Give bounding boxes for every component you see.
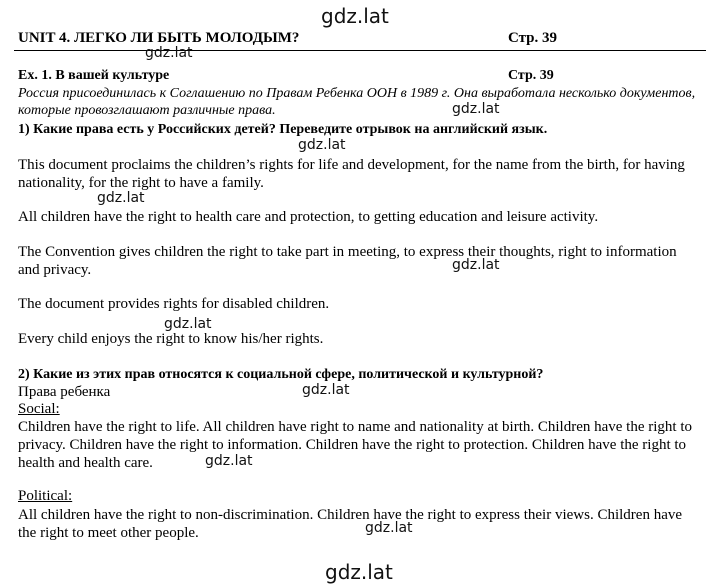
social-label: Social: xyxy=(18,401,60,417)
q1-paragraph-5: Every child enjoys the right to know his/her rights. xyxy=(18,331,324,347)
header-page-number: Стр. 39 xyxy=(508,30,558,46)
exercise-intro: Россия присоединилась к Соглашению по Правам Ребенка ООН в 1989 г. Она выработала несколько документов, которые провозглашают различные права. xyxy=(18,86,696,118)
unit-title: UNIT 4. ЛЕГКО ЛИ БЫТЬ МОЛОДЫМ? xyxy=(18,30,300,46)
watermark: gdz.lat xyxy=(145,45,193,61)
watermark: gdz.lat xyxy=(164,316,212,332)
question-1: 1) Какие права есть у Российских детей? Переведите отрывок на английский язык. xyxy=(18,122,548,137)
q1-paragraph-3: The Convention gives children the right to take part in meeting, to express their thoughts, right to information and privacy. xyxy=(18,244,677,278)
q1-paragraph-1: This document proclaims the children’s rights for life and development, for the name from the birth, for having nationality, for the right to have a family. xyxy=(18,157,685,191)
exercise-title: Ex. 1. В вашей культуре xyxy=(18,68,170,83)
q1-paragraph-4: The document provides rights for disabled children. xyxy=(18,296,330,312)
watermark: gdz.lat xyxy=(302,382,350,398)
watermark-bottom: gdz.lat xyxy=(325,560,393,584)
header-rule xyxy=(14,50,706,51)
exercise-page-number: Стр. 39 xyxy=(508,68,554,83)
q2-subtitle: Права ребенка xyxy=(18,384,111,400)
watermark: gdz.lat xyxy=(97,190,145,206)
political-text: All children have the right to non-discrimination. Children have the right to express their views. Children have the right to meet other people. xyxy=(18,507,683,541)
watermark: gdz.lat xyxy=(365,520,413,536)
watermark: gdz.lat xyxy=(452,101,500,117)
watermark: gdz.lat xyxy=(205,453,253,469)
political-label: Political: xyxy=(18,488,73,504)
watermark: gdz.lat xyxy=(298,137,346,153)
watermark-top: gdz.lat xyxy=(321,4,389,28)
q1-paragraph-2: All children have the right to health care and protection, to getting education and leisure activity. xyxy=(18,209,599,225)
watermark: gdz.lat xyxy=(452,257,500,273)
question-2: 2) Какие из этих прав относятся к социальной сфере, политической и культурной? xyxy=(18,367,544,382)
social-text: Children have the right to life. All children have right to name and nationality at birth. Children have the right to privacy. Children have the right to information. Children have the right to protection. Children have the right to health and health care. xyxy=(18,419,692,471)
